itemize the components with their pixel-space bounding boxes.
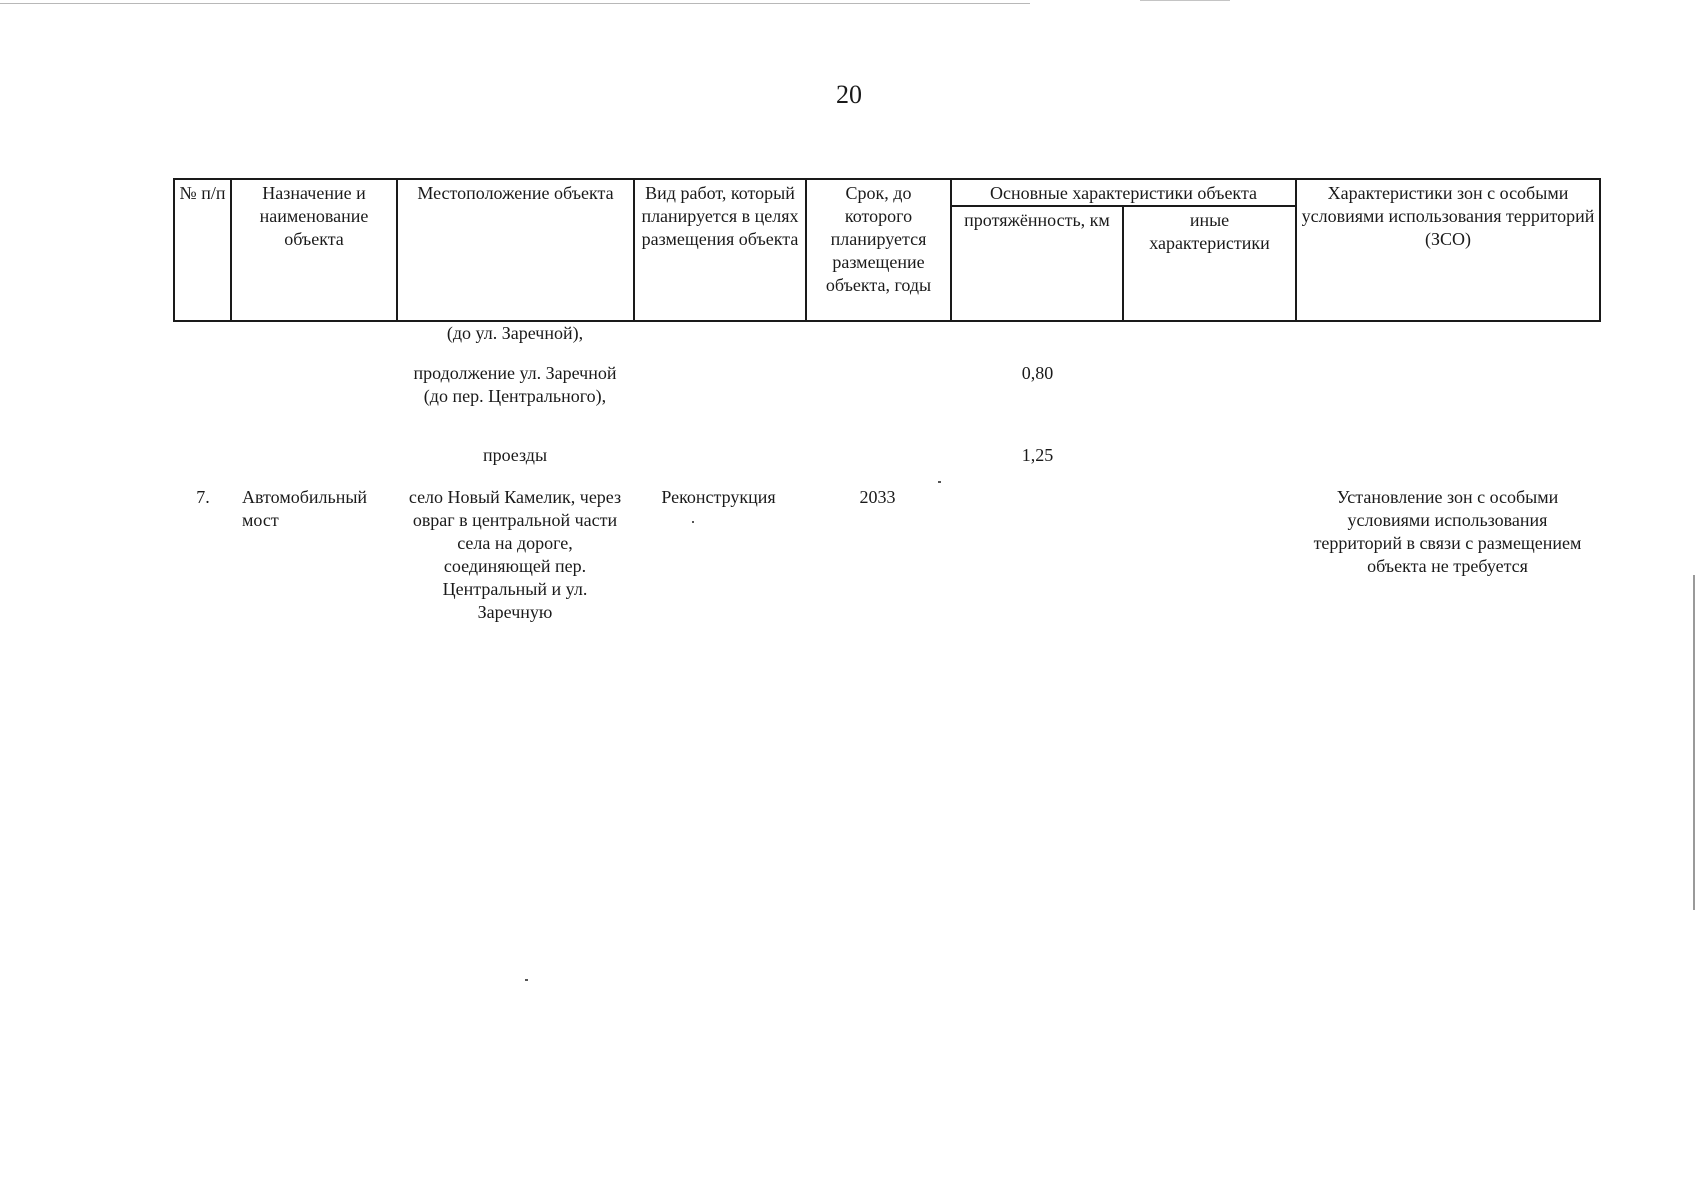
row-deadline: 2033 [859,487,896,507]
header-deadline: Срок, до которого планируется размещение объекта, годы [806,179,951,321]
header-work-type: Вид работ, который планируется в целях размещения объекта [634,179,806,321]
scan-speck [525,979,528,981]
header-location: Местоположение объекта [397,179,634,321]
header-main-characteristics: Основные характеристики объекта [951,179,1296,206]
header-zones: Характеристики зон с особыми условиями использования территорий (ЗСО) [1296,179,1600,321]
location-continuation-3: проезды [482,445,548,465]
scan-speck [692,521,694,523]
location-continuation-2: продолжение ул. Заречной (до пер. Центрального), [413,363,617,406]
scan-speck [938,481,941,483]
length-value-3: 1,25 [1021,445,1054,465]
row-location: село Новый Камелик, через овраг в центральной части села на дороге, соединяющей пер. Центральный и ул. Заречную [408,487,622,622]
row-work-type: Реконструкция [661,487,776,507]
row-num: 7. [196,487,210,507]
location-continuation-1: (до ул. Заречной), [446,323,584,343]
row-object-name: Автомобильный мост [242,487,368,530]
header-length-km: протяжённость, км [951,206,1123,321]
row-zones: Установление зон с особыми условиями использования территорий в связи с размещением объекта не требуется [1313,487,1582,576]
header-name: Назначение и наименование объекта [231,179,397,321]
page-number: 20 [836,80,862,109]
header-num: № п/п [174,179,231,321]
header-other-characteristics: иные характеристики [1123,206,1296,321]
length-value-2: 0,80 [1021,363,1054,383]
